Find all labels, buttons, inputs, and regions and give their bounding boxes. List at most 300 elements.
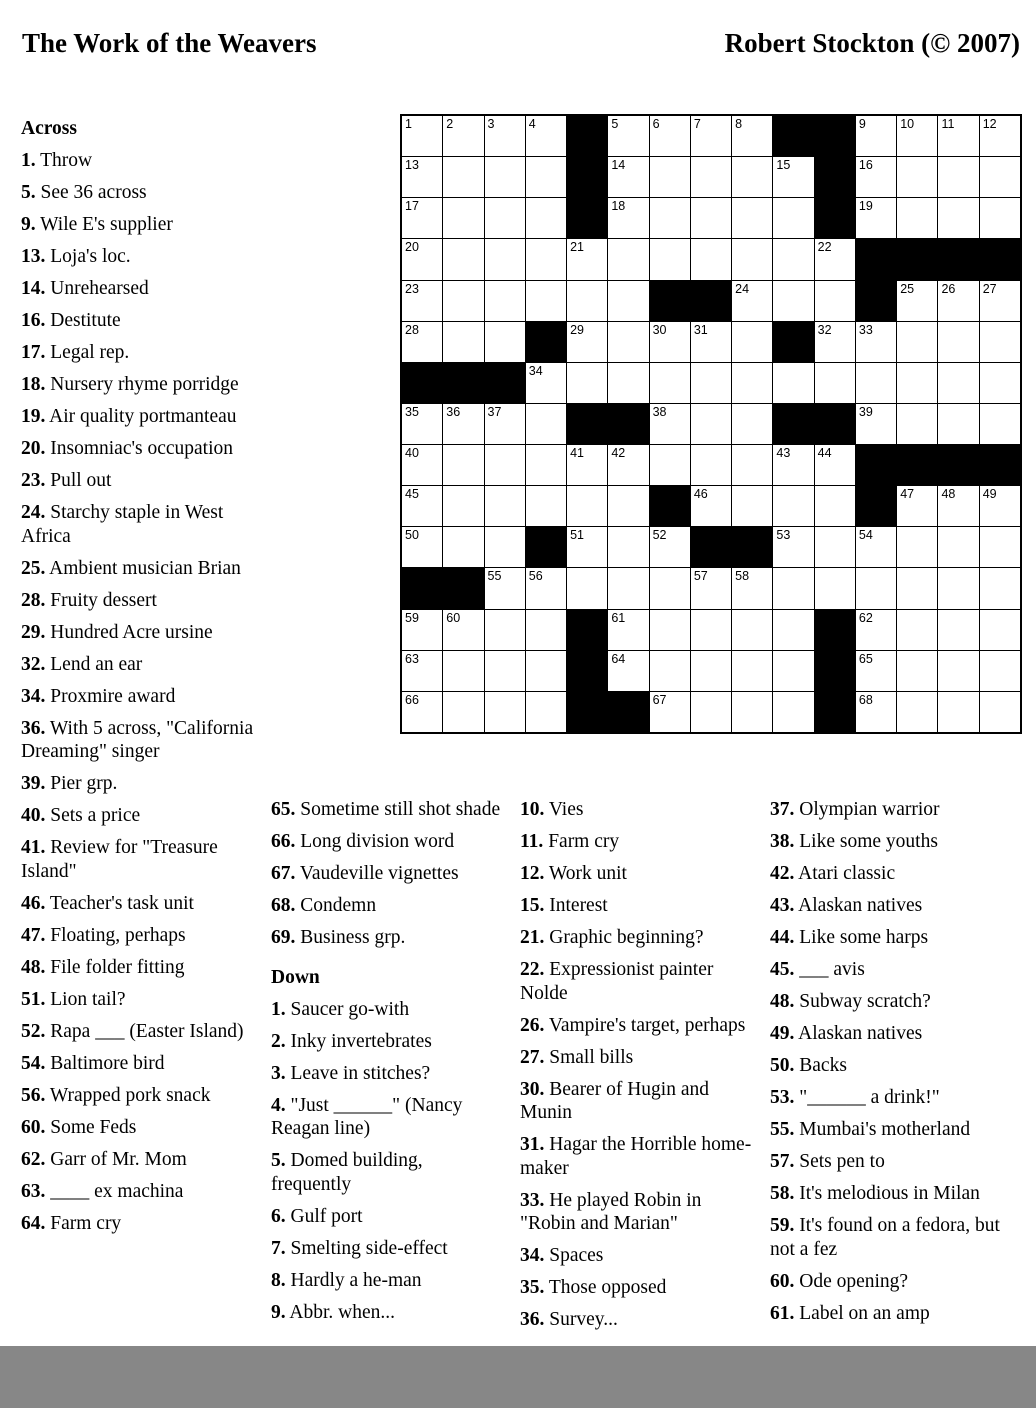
clue-text: Interest xyxy=(544,895,608,916)
black-square xyxy=(773,116,813,156)
clue-number: 37. xyxy=(770,799,795,820)
black-square xyxy=(897,239,937,279)
across-clue xyxy=(21,1212,256,1236)
grid-cell[interactable] xyxy=(897,363,937,403)
down-clue xyxy=(520,894,755,918)
clue-text: File folder fitting xyxy=(45,956,185,978)
clue-number: 48. xyxy=(21,956,46,978)
cell-number: 54 xyxy=(858,528,873,543)
grid-cell[interactable] xyxy=(691,322,731,362)
grid-cell[interactable] xyxy=(938,692,978,732)
grid-cell[interactable] xyxy=(980,157,1020,197)
grid-cell[interactable] xyxy=(402,610,442,650)
black-square xyxy=(815,692,855,732)
grid-cell[interactable] xyxy=(773,568,813,608)
grid-cell[interactable] xyxy=(485,116,525,156)
grid-cell[interactable] xyxy=(567,281,607,321)
puzzle-author: Robert Stockton (© 2007) xyxy=(724,28,1020,58)
clue-text: Throw xyxy=(35,150,93,171)
grid-cell[interactable] xyxy=(443,322,483,362)
grid-cell[interactable] xyxy=(980,281,1020,321)
grid-cell[interactable] xyxy=(608,198,648,238)
clue-text: Pier grp. xyxy=(45,773,118,794)
across-clue xyxy=(21,653,256,677)
black-square xyxy=(938,239,978,279)
grid-cell[interactable] xyxy=(980,610,1020,650)
grid-cell[interactable] xyxy=(650,445,690,485)
grid-cell[interactable] xyxy=(938,322,978,362)
grid-cell[interactable] xyxy=(815,568,855,608)
grid-cell[interactable] xyxy=(732,363,772,403)
grid-cell[interactable] xyxy=(897,404,937,444)
grid-cell[interactable] xyxy=(938,404,978,444)
grid-cell[interactable] xyxy=(938,281,978,321)
grid-cell[interactable] xyxy=(691,692,731,732)
grid-cell[interactable] xyxy=(567,568,607,608)
clue-text: Long division word xyxy=(295,831,455,852)
clue-column-3 xyxy=(520,798,755,1344)
clue-number: 5. xyxy=(21,182,36,203)
grid-cell[interactable] xyxy=(773,281,813,321)
grid-cell[interactable] xyxy=(938,651,978,691)
cell-number: 46 xyxy=(693,487,708,502)
grid-cell[interactable] xyxy=(856,322,896,362)
black-square xyxy=(691,527,731,567)
black-square xyxy=(732,527,772,567)
grid-cell[interactable] xyxy=(732,322,772,362)
black-square xyxy=(856,239,896,279)
clue-text: Pull out xyxy=(45,470,112,491)
down-clue xyxy=(271,1301,506,1325)
grid-cell[interactable] xyxy=(773,239,813,279)
across-clue xyxy=(21,277,256,301)
grid-cell[interactable] xyxy=(691,363,731,403)
grid-cell[interactable] xyxy=(856,568,896,608)
grid-cell[interactable] xyxy=(815,239,855,279)
grid-cell[interactable] xyxy=(402,198,442,238)
grid-cell[interactable] xyxy=(608,527,648,567)
down-clue xyxy=(520,862,755,886)
grid-cell[interactable] xyxy=(608,363,648,403)
grid-cell[interactable] xyxy=(526,568,566,608)
across-clue xyxy=(21,373,256,397)
grid-cell[interactable] xyxy=(773,610,813,650)
across-clue xyxy=(21,621,256,645)
clue-number: 40. xyxy=(21,805,46,826)
grid-cell[interactable] xyxy=(897,157,937,197)
clue-text: Ambient musician Brian xyxy=(45,557,241,579)
clue-number: 26. xyxy=(520,1014,545,1036)
cell-number: 7 xyxy=(693,117,701,131)
clue-number: 58. xyxy=(770,1183,795,1204)
grid-cell[interactable] xyxy=(980,116,1020,156)
grid-cell[interactable] xyxy=(773,157,813,197)
clue-text: Gulf port xyxy=(285,1205,363,1227)
grid-cell[interactable] xyxy=(815,281,855,321)
grid-cell[interactable] xyxy=(650,322,690,362)
clue-text: See 36 across xyxy=(35,182,147,203)
grid-cell[interactable] xyxy=(526,404,566,444)
cell-number: 49 xyxy=(982,487,997,502)
cell-number: 42 xyxy=(611,446,626,461)
across-clue xyxy=(21,469,256,493)
grid-cell[interactable] xyxy=(897,322,937,362)
cell-number: 21 xyxy=(570,240,584,255)
grid-cell[interactable] xyxy=(732,651,772,691)
grid-cell[interactable] xyxy=(980,404,1020,444)
clue-text: Alaskan natives xyxy=(794,895,923,916)
across-clue xyxy=(21,501,256,548)
cell-number: 61 xyxy=(611,610,626,625)
grid-cell[interactable] xyxy=(485,445,525,485)
grid-cell[interactable] xyxy=(856,363,896,403)
down-clue xyxy=(520,1078,755,1125)
grid-cell[interactable] xyxy=(938,610,978,650)
grid-cell[interactable] xyxy=(897,651,937,691)
grid-cell[interactable] xyxy=(443,527,483,567)
grid-cell[interactable] xyxy=(650,610,690,650)
across-clue xyxy=(21,988,256,1012)
down-clue xyxy=(770,1118,1020,1142)
down-clue xyxy=(271,1237,506,1261)
cell-number: 37 xyxy=(487,404,502,419)
clue-text: "______ a drink!" xyxy=(794,1087,940,1108)
grid-cell[interactable] xyxy=(897,692,937,732)
black-square xyxy=(526,322,566,362)
clue-number: 8. xyxy=(271,1269,286,1291)
grid-cell[interactable] xyxy=(650,198,690,238)
grid-cell[interactable] xyxy=(485,568,525,608)
black-square xyxy=(815,610,855,650)
grid-cell[interactable] xyxy=(732,198,772,238)
clue-number: 21. xyxy=(520,927,545,948)
grid-cell[interactable] xyxy=(897,527,937,567)
grid-cell[interactable] xyxy=(485,486,525,526)
clue-number: 65. xyxy=(271,799,296,820)
clue-number: 62. xyxy=(21,1148,46,1170)
clue-text: Domed building, frequently xyxy=(271,1150,423,1195)
grid-cell[interactable] xyxy=(691,116,731,156)
grid-cell[interactable] xyxy=(897,198,937,238)
grid-cell[interactable] xyxy=(938,568,978,608)
grid-cell[interactable] xyxy=(608,445,648,485)
grid-cell[interactable] xyxy=(773,445,813,485)
down-clue xyxy=(271,1030,506,1054)
grid-cell[interactable] xyxy=(443,404,483,444)
clue-number: 9. xyxy=(271,1301,286,1323)
grid-cell[interactable] xyxy=(856,404,896,444)
grid-cell[interactable] xyxy=(732,692,772,732)
grid-cell[interactable] xyxy=(526,157,566,197)
grid-cell[interactable] xyxy=(938,486,978,526)
grid-cell[interactable] xyxy=(402,281,442,321)
grid-cell[interactable] xyxy=(773,651,813,691)
grid-cell[interactable] xyxy=(485,527,525,567)
grid-cell[interactable] xyxy=(567,322,607,362)
grid-cell[interactable] xyxy=(773,692,813,732)
down-clue xyxy=(770,1150,1020,1174)
clue-text: Floating, perhaps xyxy=(45,924,186,946)
grid-cell[interactable] xyxy=(608,239,648,279)
grid-cell[interactable] xyxy=(526,486,566,526)
clue-text: Bearer of Hugin and Munin xyxy=(520,1078,709,1123)
grid-cell[interactable] xyxy=(897,568,937,608)
cell-number: 15 xyxy=(776,158,791,173)
grid-cell[interactable] xyxy=(938,363,978,403)
grid-cell[interactable] xyxy=(443,116,483,156)
clue-number: 25. xyxy=(21,557,46,579)
grid-cell[interactable] xyxy=(732,239,772,279)
grid-cell[interactable] xyxy=(402,651,442,691)
grid-cell[interactable] xyxy=(402,404,442,444)
clue-number: 34. xyxy=(520,1245,545,1266)
grid-cell[interactable] xyxy=(773,198,813,238)
cell-number: 24 xyxy=(735,281,750,296)
grid-cell[interactable] xyxy=(485,692,525,732)
clue-number: 10. xyxy=(520,799,545,820)
grid-cell[interactable] xyxy=(938,527,978,567)
grid-cell[interactable] xyxy=(691,651,731,691)
grid-cell[interactable] xyxy=(691,568,731,608)
black-square xyxy=(567,157,607,197)
grid-cell[interactable] xyxy=(650,239,690,279)
grid-cell[interactable] xyxy=(980,568,1020,608)
down-clue xyxy=(520,1308,755,1332)
clue-text: Spaces xyxy=(544,1245,604,1266)
grid-cell[interactable] xyxy=(938,116,978,156)
clue-text: Business grp. xyxy=(295,927,406,948)
grid-cell[interactable] xyxy=(650,363,690,403)
grid-cell[interactable] xyxy=(567,486,607,526)
grid-cell[interactable] xyxy=(773,527,813,567)
grid-cell[interactable] xyxy=(443,445,483,485)
cell-number: 27 xyxy=(982,281,997,296)
clue-number: 60. xyxy=(770,1270,795,1292)
grid-cell[interactable] xyxy=(526,610,566,650)
grid-cell[interactable] xyxy=(526,445,566,485)
grid-cell[interactable] xyxy=(897,281,937,321)
clue-text: It's melodious in Milan xyxy=(794,1183,980,1204)
grid-cell[interactable] xyxy=(980,322,1020,362)
grid-cell[interactable] xyxy=(608,157,648,197)
grid-cell[interactable] xyxy=(526,239,566,279)
clue-text: Proxmire award xyxy=(45,685,176,707)
grid-cell[interactable] xyxy=(897,116,937,156)
grid-cell[interactable] xyxy=(732,116,772,156)
black-square xyxy=(443,568,483,608)
crossword-grid[interactable] xyxy=(400,114,1022,734)
grid-cell[interactable] xyxy=(980,486,1020,526)
grid-cell[interactable] xyxy=(485,239,525,279)
down-clue xyxy=(520,1014,755,1038)
across-clue xyxy=(21,589,256,613)
grid-cell[interactable] xyxy=(526,281,566,321)
grid-cell[interactable] xyxy=(691,198,731,238)
grid-cell[interactable] xyxy=(732,281,772,321)
black-square xyxy=(650,281,690,321)
grid-cell[interactable] xyxy=(691,610,731,650)
clue-text: ____ ex machina xyxy=(45,1180,184,1202)
grid-cell[interactable] xyxy=(691,445,731,485)
grid-cell[interactable] xyxy=(938,198,978,238)
grid-cell[interactable] xyxy=(567,363,607,403)
grid-cell[interactable] xyxy=(773,363,813,403)
grid-cell[interactable] xyxy=(608,281,648,321)
black-square xyxy=(402,363,442,403)
clue-text: Review for "Treasure Island" xyxy=(21,837,218,882)
clue-text: He played Robin in "Robin and Marian" xyxy=(520,1189,702,1234)
grid-cell[interactable] xyxy=(650,157,690,197)
down-clue xyxy=(520,1276,755,1300)
grid-cell[interactable] xyxy=(650,568,690,608)
grid-cell[interactable] xyxy=(732,486,772,526)
grid-cell[interactable] xyxy=(650,651,690,691)
clue-text: Destitute xyxy=(45,310,121,331)
cell-number: 39 xyxy=(858,404,873,419)
grid-cell[interactable] xyxy=(485,281,525,321)
cell-number: 29 xyxy=(570,322,584,337)
down-clue xyxy=(770,830,1020,854)
grid-cell[interactable] xyxy=(732,157,772,197)
clue-number: 29. xyxy=(21,621,46,643)
grid-cell[interactable] xyxy=(856,198,896,238)
grid-cell[interactable] xyxy=(526,116,566,156)
grid-cell[interactable] xyxy=(443,486,483,526)
clue-number: 17. xyxy=(21,342,46,363)
grid-cell[interactable] xyxy=(980,651,1020,691)
grid-cell[interactable] xyxy=(732,568,772,608)
grid-cell[interactable] xyxy=(443,692,483,732)
grid-cell[interactable] xyxy=(402,527,442,567)
grid-cell[interactable] xyxy=(691,239,731,279)
grid-cell[interactable] xyxy=(608,651,648,691)
cell-number: 5 xyxy=(611,117,619,131)
grid-cell[interactable] xyxy=(856,651,896,691)
grid-cell[interactable] xyxy=(402,445,442,485)
grid-cell[interactable] xyxy=(402,322,442,362)
clue-number: 49. xyxy=(770,1023,795,1044)
cell-number: 60 xyxy=(446,610,461,625)
clue-text: Hagar the Horrible home-maker xyxy=(520,1134,752,1179)
grid-cell[interactable] xyxy=(650,527,690,567)
grid-cell[interactable] xyxy=(980,692,1020,732)
grid-cell[interactable] xyxy=(402,486,442,526)
grid-cell[interactable] xyxy=(691,486,731,526)
clue-text: Wrapped pork snack xyxy=(45,1084,211,1106)
cell-number: 23 xyxy=(405,281,419,296)
grid-cell[interactable] xyxy=(443,239,483,279)
grid-cell[interactable] xyxy=(567,527,607,567)
grid-cell[interactable] xyxy=(691,404,731,444)
cell-number: 18 xyxy=(611,199,626,214)
grid-cell[interactable] xyxy=(608,486,648,526)
clue-text: Unrehearsed xyxy=(45,278,149,299)
grid-cell[interactable] xyxy=(402,157,442,197)
grid-cell[interactable] xyxy=(856,610,896,650)
grid-cell[interactable] xyxy=(608,322,648,362)
clue-number: 14. xyxy=(21,278,46,299)
grid-cell[interactable] xyxy=(526,692,566,732)
clue-number: 2. xyxy=(271,1030,286,1052)
grid-cell[interactable] xyxy=(567,445,607,485)
grid-cell[interactable] xyxy=(815,486,855,526)
grid-cell[interactable] xyxy=(443,651,483,691)
grid-cell[interactable] xyxy=(485,651,525,691)
black-square xyxy=(650,486,690,526)
grid-cell[interactable] xyxy=(815,445,855,485)
grid-cell[interactable] xyxy=(815,363,855,403)
grid-cell[interactable] xyxy=(938,157,978,197)
grid-cell[interactable] xyxy=(485,404,525,444)
grid-cell[interactable] xyxy=(856,527,896,567)
grid-cell[interactable] xyxy=(732,445,772,485)
clue-number: 6. xyxy=(271,1205,286,1227)
grid-cell[interactable] xyxy=(980,363,1020,403)
grid-cell[interactable] xyxy=(897,610,937,650)
grid-cell[interactable] xyxy=(732,610,772,650)
clue-number: 5. xyxy=(271,1150,286,1171)
grid-cell[interactable] xyxy=(443,198,483,238)
clue-number: 38. xyxy=(770,831,795,852)
down-clue xyxy=(520,798,755,822)
across-clue xyxy=(21,149,256,173)
clue-text: Inky invertebrates xyxy=(285,1030,432,1052)
grid-cell[interactable] xyxy=(443,157,483,197)
grid-cell[interactable] xyxy=(650,116,690,156)
cell-number: 43 xyxy=(776,446,791,461)
grid-cell[interactable] xyxy=(608,610,648,650)
grid-cell[interactable] xyxy=(732,404,772,444)
grid-cell[interactable] xyxy=(650,404,690,444)
grid-cell[interactable] xyxy=(402,239,442,279)
grid-cell[interactable] xyxy=(402,116,442,156)
grid-cell[interactable] xyxy=(443,281,483,321)
cell-number: 66 xyxy=(405,692,419,707)
grid-cell[interactable] xyxy=(980,527,1020,567)
grid-cell[interactable] xyxy=(402,692,442,732)
grid-cell[interactable] xyxy=(485,198,525,238)
grid-cell[interactable] xyxy=(773,486,813,526)
grid-cell[interactable] xyxy=(856,692,896,732)
grid-cell[interactable] xyxy=(526,651,566,691)
black-square xyxy=(567,404,607,444)
grid-cell[interactable] xyxy=(897,486,937,526)
grid-cell[interactable] xyxy=(815,322,855,362)
grid-cell[interactable] xyxy=(485,610,525,650)
clue-number: 31. xyxy=(520,1134,545,1155)
black-square xyxy=(815,157,855,197)
grid-cell[interactable] xyxy=(980,198,1020,238)
clue-number: 54. xyxy=(21,1052,46,1074)
cell-number: 48 xyxy=(941,487,956,502)
grid-cell[interactable] xyxy=(526,363,566,403)
grid-cell[interactable] xyxy=(485,157,525,197)
clue-number: 61. xyxy=(770,1302,795,1324)
grid-cell[interactable] xyxy=(856,116,896,156)
grid-cell[interactable] xyxy=(856,157,896,197)
grid-cell[interactable] xyxy=(608,116,648,156)
grid-cell[interactable] xyxy=(485,322,525,362)
grid-cell[interactable] xyxy=(608,568,648,608)
clue-text: "Just ______" (Nancy Reagan line) xyxy=(271,1094,463,1139)
black-square xyxy=(815,651,855,691)
grid-cell[interactable] xyxy=(443,610,483,650)
grid-cell[interactable] xyxy=(567,239,607,279)
grid-cell[interactable] xyxy=(526,198,566,238)
grid-cell[interactable] xyxy=(650,692,690,732)
grid-cell[interactable] xyxy=(691,157,731,197)
grid-cell[interactable] xyxy=(815,527,855,567)
